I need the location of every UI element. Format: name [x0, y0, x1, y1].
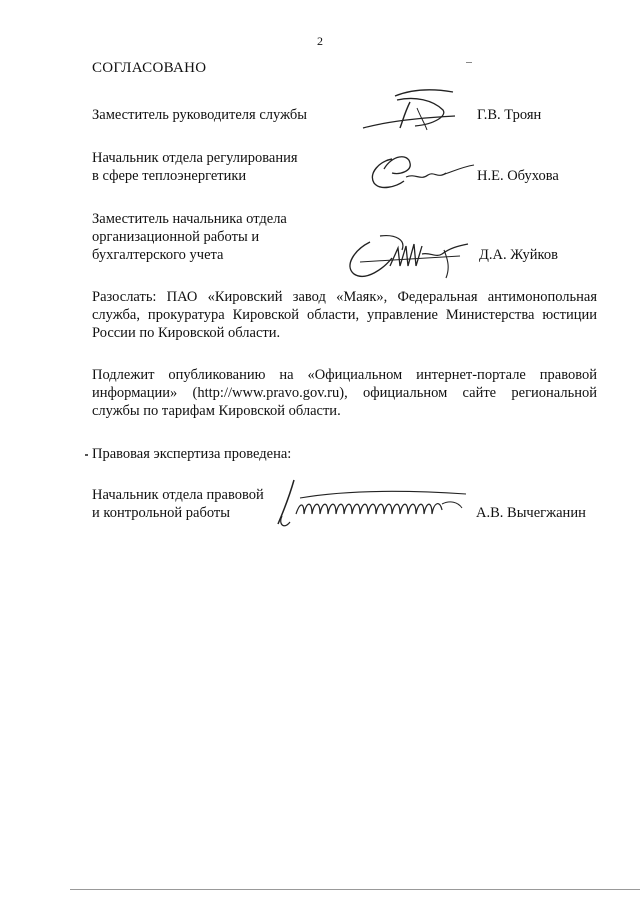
signatory-name: Д.А. Жуйков	[479, 247, 558, 263]
signatory-position: Заместитель начальника отдела организационной работы и бухгалтерского учета	[92, 211, 287, 263]
signatory-block-obukhova	[92, 149, 597, 189]
page-number: 2	[317, 34, 323, 48]
legal-expertise-note: Правовая экспертиза проведена:	[92, 446, 292, 462]
scan-edge-line	[70, 889, 640, 890]
approved-heading: СОГЛАСОВАНО	[92, 60, 207, 76]
signatory-name: Г.В. Троян	[477, 107, 542, 123]
signatory-name: Н.Е. Обухова	[477, 168, 559, 184]
signature-vychegzhanin	[266, 474, 476, 534]
signatory-position: Начальник отдела правовой и контрольной работы	[92, 487, 264, 521]
signatory-position: Начальник отдела регулирования в сфере теплоэнергетики	[92, 150, 298, 184]
signature-zhuykov	[340, 226, 480, 286]
signatory-name: А.В. Вычегжанин	[476, 505, 586, 521]
publication-paragraph: Подлежит опубликованию на «Официальном интернет-портале правовой информации» (http://www.pravo.gov.ru), официальном сайте региональной службы по тарифам Кировской области.	[92, 367, 597, 419]
signatory-block-troyan	[92, 106, 597, 136]
signature-obukhova	[362, 145, 482, 195]
distribution-paragraph: Разослать: ПАО «Кировский завод «Маяк», Федеральная антимонопольная служба, прокуратура Кировской области, управление Министерства юстиции России по Кировской области.	[92, 289, 597, 341]
scan-mark	[85, 454, 88, 456]
signature-troyan	[355, 78, 475, 138]
signatory-position: Заместитель руководителя службы	[92, 107, 308, 123]
scan-mark	[466, 62, 472, 63]
